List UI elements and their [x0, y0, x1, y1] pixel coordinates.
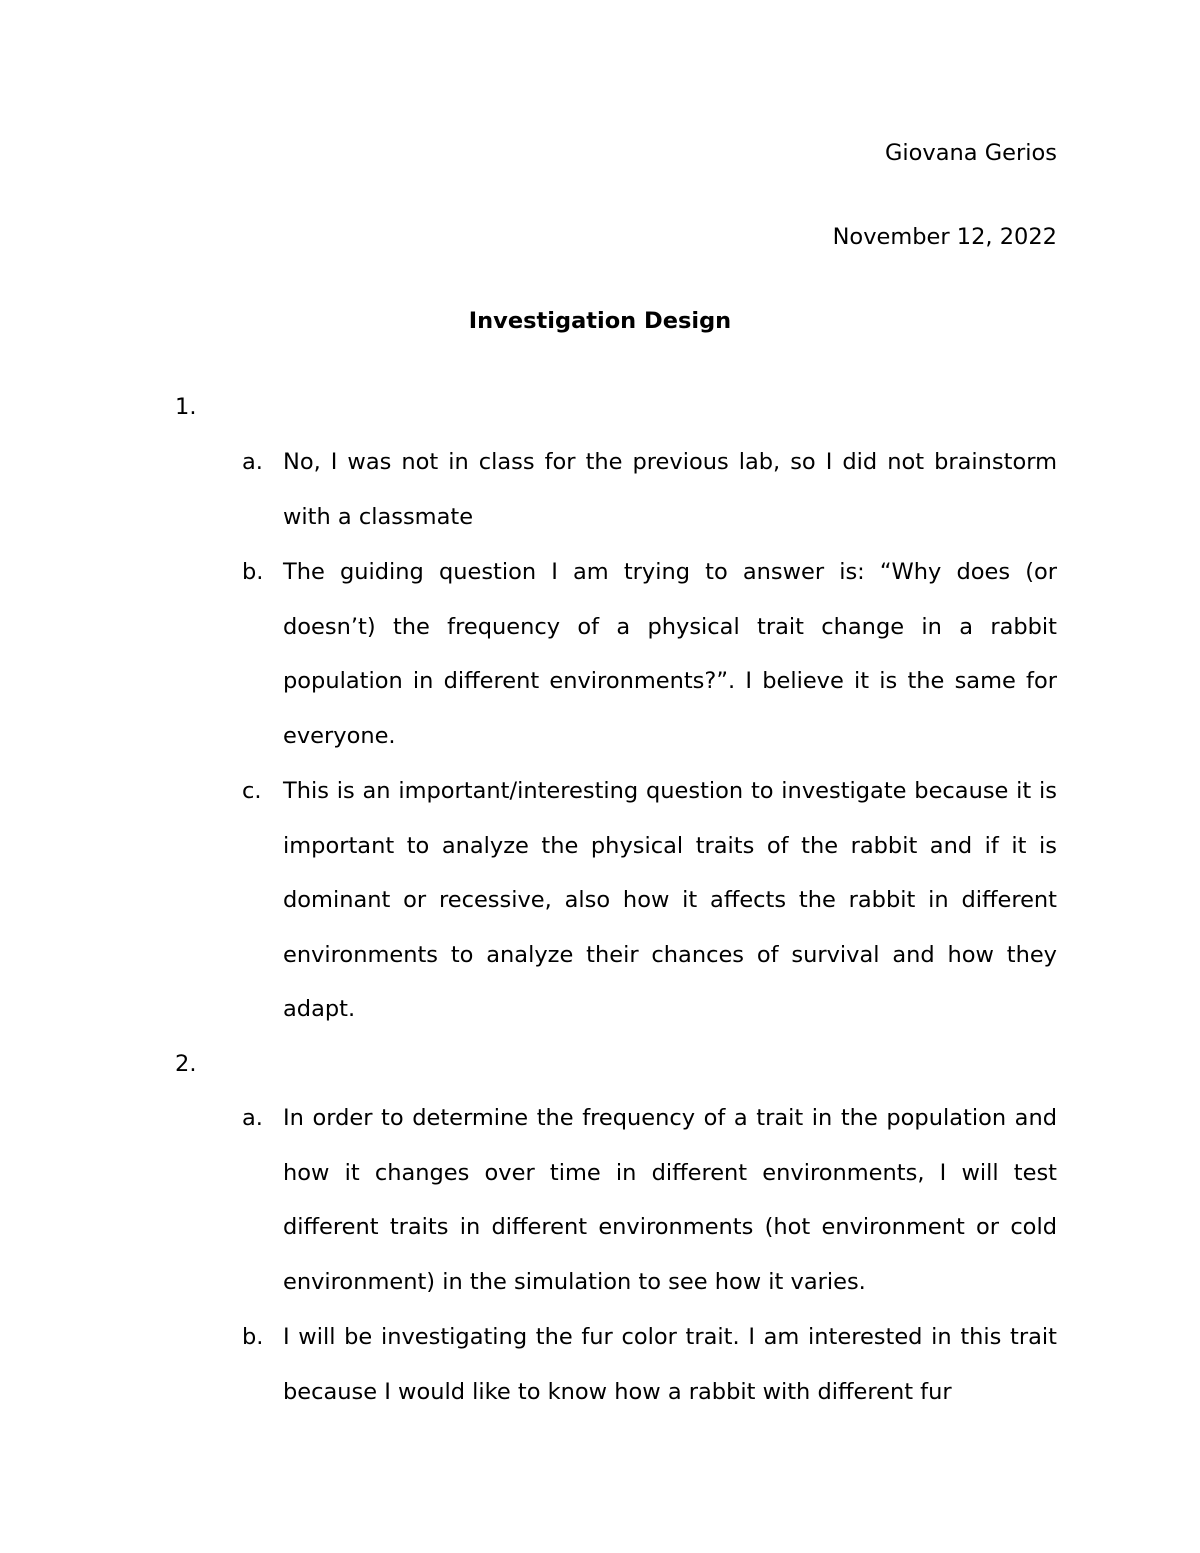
- list-marker: c.: [242, 778, 262, 804]
- list-item-text: I will be investigating the fur color trait. I am interested in this trait because I would like to know how a rabbit with different fur: [283, 1324, 1057, 1405]
- list-item-text: No, I was not in class for the previous lab, so I did not brainstorm with a classmate: [283, 449, 1057, 530]
- section-number-1: 1.: [175, 394, 197, 420]
- list-marker: b.: [242, 1324, 264, 1350]
- list-item-text: This is an important/interesting question to investigate because it is important to analyze the physical traits of the rabbit and if it is dominant or recessive, also how it affects the rabbit in different environments to analyze their chances of survival and how they adapt.: [283, 778, 1057, 1023]
- list-item-2b: [242, 1310, 1057, 1419]
- list-marker: b.: [242, 559, 264, 585]
- section-number-2: 2.: [175, 1051, 197, 1077]
- list-item-1a: [242, 435, 1057, 544]
- list-item-1b: [242, 545, 1057, 763]
- document-title: Investigation Design: [468, 308, 732, 334]
- list-marker: a.: [242, 449, 263, 475]
- list-item-text: In order to determine the frequency of a trait in the population and how it changes over time in different environments, I will test different traits in different environments (hot environment or cold environment) in the simulation to see how it varies.: [283, 1105, 1057, 1295]
- list-marker: a.: [242, 1105, 263, 1131]
- author-name: Giovana Gerios: [884, 140, 1057, 166]
- document-date: November 12, 2022: [832, 224, 1057, 250]
- list-item-2a: [242, 1091, 1057, 1309]
- list-item-1c: [242, 764, 1057, 1037]
- list-item-text: The guiding question I am trying to answer is: “Why does (or doesn’t) the frequency of a physical trait change in a rabbit population in different environments?”. I believe it is the same for everyone.: [283, 559, 1057, 749]
